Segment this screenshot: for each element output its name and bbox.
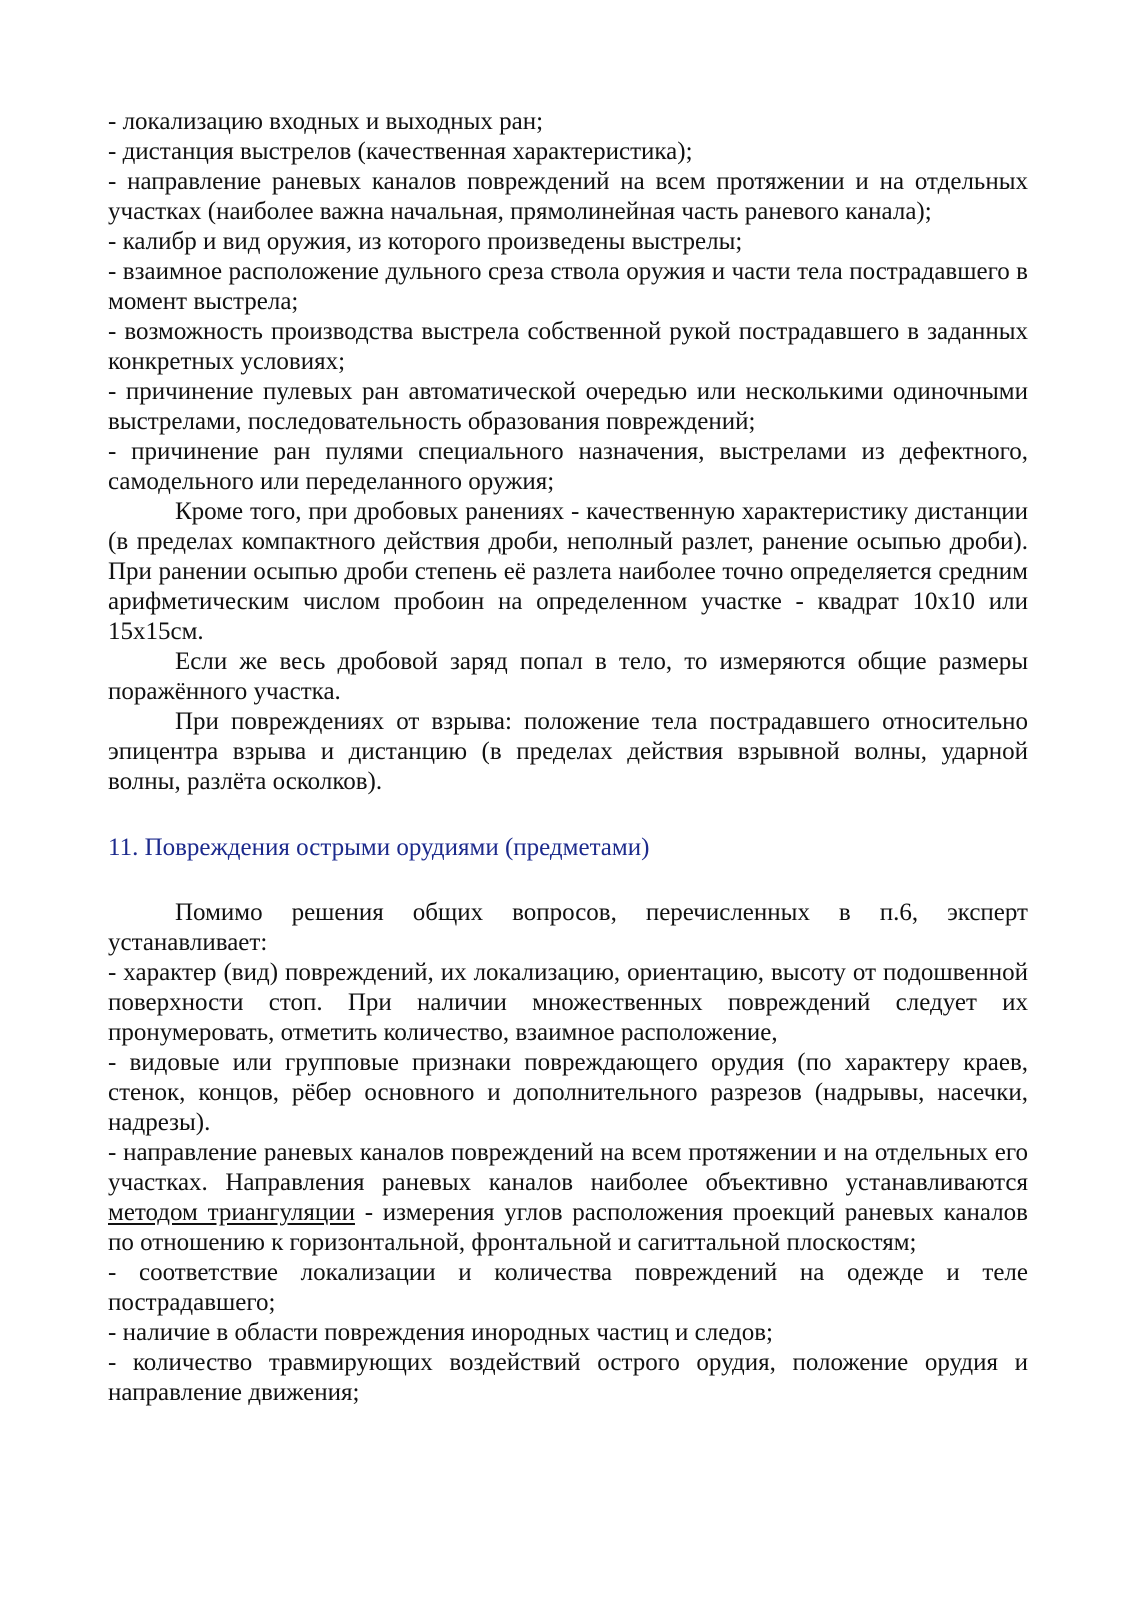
text-fragment: - направление раневых каналов повреждений на всем протяжении и на отдельных его участках. Направления раневых каналов наиболее объективно устанавливаются: [108, 1139, 1028, 1196]
paragraph-shot-charge: Если же весь дробовой заряд попал в тело, то измеряются общие размеры поражённого участка.: [108, 648, 1028, 705]
document-page: [108, 107, 1028, 1408]
underlined-term: методом триангуляции: [108, 1199, 355, 1226]
list-item: - калибр и вид оружия, из которого произведены выстрелы;: [108, 228, 743, 255]
list-item: - характер (вид) повреждений, их локализацию, ориентацию, высоту от подошвенной поверхности стоп. При наличии множественных повреждений следует их пронумеровать, отметить количество, взаимное расположение,: [108, 959, 1028, 1046]
list-item: - дистанция выстрелов (качественная характеристика);: [108, 138, 693, 165]
list-item: - причинение пулевых ран автоматической очередью или несколькими одиночными выстрелами, последовательность образования повреждений;: [108, 378, 1028, 435]
list-item-triangulation: [108, 1138, 1028, 1258]
list-item: - направление раневых каналов повреждений на всем протяжении и на отдельных участках (наиболее важна начальная, прямолинейная часть раневого канала);: [108, 168, 1028, 225]
section-heading: 11. Повреждения острыми орудиями (предметами): [108, 834, 650, 861]
list-item: - наличие в области повреждения инородных частиц и следов;: [108, 1319, 773, 1346]
section-intro: Помимо решения общих вопросов, перечисленных в п.6, эксперт устанавливает:: [108, 899, 1028, 956]
list-item: - количество травмирующих воздействий острого орудия, положение орудия и направление движения;: [108, 1349, 1028, 1406]
list-item: - видовые или групповые признаки повреждающего орудия (по характеру краев, стенок, концов, рёбер основного и дополнительного разрезов (надрывы, насечки, надрезы).: [108, 1049, 1028, 1136]
paragraph-shot-wounds: Кроме того, при дробовых ранениях - качественную характеристику дистанции (в пределах компактного действия дроби, неполный разлет, ранение осыпью дроби). При ранении осыпью дроби степень её разлета наиболее точно определяется средним арифметическим числом пробоин на определенном участке - квадрат 10х10 или 15х15см.: [108, 498, 1028, 645]
list-item: - возможность производства выстрела собственной рукой пострадавшего в заданных конкретных условиях;: [108, 318, 1028, 375]
list-item: - причинение ран пулями специального назначения, выстрелами из дефектного, самодельного или переделанного оружия;: [108, 438, 1028, 495]
list-item: - соответствие локализации и количества повреждений на одежде и теле пострадавшего;: [108, 1259, 1028, 1316]
list-item: - локализацию входных и выходных ран;: [108, 108, 544, 135]
text-fragment: - измерения углов расположения проекций раневых каналов по отношению к горизонтальной, фронтальной и сагиттальной плоскостям;: [108, 1199, 1028, 1256]
paragraph-explosion: При повреждениях от взрыва: положение тела пострадавшего относительно эпицентра взрыва и дистанцию (в пределах действия взрывной волны, ударной волны, разлёта осколков).: [108, 708, 1028, 795]
list-item: - взаимное расположение дульного среза ствола оружия и части тела пострадавшего в момент выстрела;: [108, 258, 1028, 315]
